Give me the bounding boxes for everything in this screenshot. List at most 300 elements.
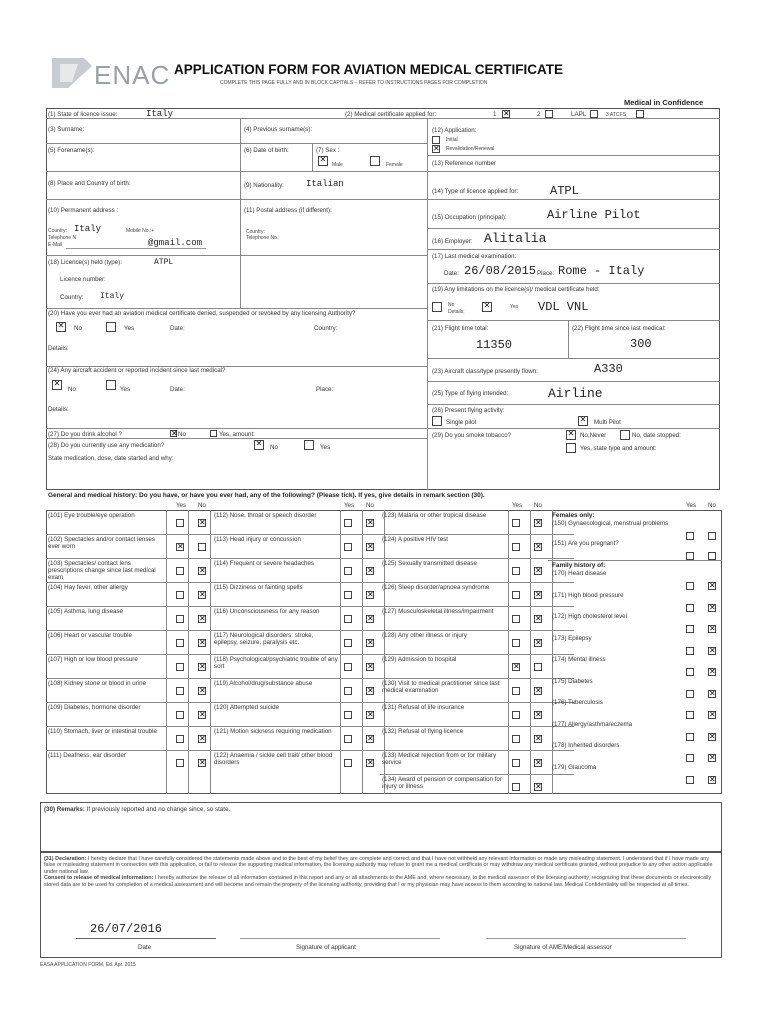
- history-heading: General and medical history: Do you have, or have you ever had, any of the following? (Please tick). If yes, give details in remark section (30).: [48, 492, 485, 499]
- f12-revalidation-label: Revalidation/Renewal: [446, 146, 495, 152]
- f7-male-checkbox[interactable]: [318, 156, 328, 166]
- f19-no-checkbox[interactable]: [432, 302, 442, 312]
- licence-number-label: Licence number:: [60, 276, 106, 283]
- c1-item-label: (101) Eye trouble/eye operation: [48, 512, 135, 519]
- c2-item-yes-checkbox[interactable]: [344, 615, 352, 623]
- c1-item-no-checkbox[interactable]: [198, 639, 206, 647]
- form-subtitle: COMPLETE THIS PAGE FULLY AND IN BLOCK CAPITALS – REFER TO INSTRUCTIONS PAGES FOR COMPLETION: [220, 80, 488, 86]
- c1-item-no-checkbox[interactable]: [198, 519, 206, 527]
- family-item-label: (170) Heart disease: [552, 570, 607, 577]
- c3-item-no-checkbox[interactable]: [534, 735, 542, 743]
- family-item-yes-checkbox[interactable]: [686, 690, 694, 698]
- c3-item-label: (123) Malaria or other tropical disease: [382, 512, 487, 519]
- c3-item-yes-checkbox[interactable]: [512, 663, 520, 671]
- c3-item-no-checkbox[interactable]: [534, 567, 542, 575]
- f28-label: (28) Do you currently use any medication?: [48, 442, 165, 449]
- row-divider: [380, 654, 574, 655]
- f26-label: (26) Present flying activity:: [432, 407, 505, 414]
- c3-item-yes-checkbox[interactable]: [512, 783, 520, 791]
- declaration-text: [44, 856, 716, 888]
- family-item-yes-checkbox[interactable]: [686, 733, 694, 741]
- row-divider: [548, 560, 722, 561]
- footer-text: EASA APPLICATION FORM, Ed. Apr. 2015: [40, 962, 136, 968]
- email-value[interactable]: @gmail.com: [148, 238, 203, 248]
- row-divider: [380, 630, 574, 631]
- row-divider: [380, 582, 574, 583]
- f23-value[interactable]: A330: [594, 362, 623, 376]
- f24-label: (24) Any aircraft accident or reported incident since last medical?: [48, 367, 226, 374]
- c2-item-label: (117) Neurological disorders: stroke, epilepsy, seizure, paralysis etc.: [214, 632, 314, 646]
- c2-item-yes-checkbox[interactable]: [344, 759, 352, 767]
- f27-yes-checkbox[interactable]: [210, 430, 217, 437]
- f3-label: (3) Surname:: [48, 126, 85, 133]
- c1-item-label: (110) Stomach, liver or intestinal trouble: [48, 728, 157, 735]
- c1-item-no-checkbox[interactable]: [198, 615, 206, 623]
- family-item-no-checkbox[interactable]: [708, 668, 716, 676]
- c1-item-label: (105) Asthma, lung disease: [48, 608, 123, 615]
- c3-item-no-checkbox[interactable]: [534, 591, 542, 599]
- family-item-no-checkbox[interactable]: [708, 690, 716, 698]
- c1-item-label: (107) High or low blood pressure: [48, 656, 138, 663]
- c1-item-yes-checkbox[interactable]: [176, 519, 184, 527]
- f28-yes-checkbox[interactable]: [304, 440, 314, 450]
- f6-label: (6) Date of birth:: [244, 147, 289, 154]
- f19-value[interactable]: VDL VNL: [538, 300, 589, 314]
- c1-item-no-checkbox[interactable]: [198, 543, 206, 551]
- c3-item-yes-checkbox[interactable]: [512, 543, 520, 551]
- f29-nodate-checkbox[interactable]: [620, 430, 630, 440]
- c1-item-no-checkbox[interactable]: [198, 591, 206, 599]
- f27-no-label: No: [178, 431, 186, 438]
- f20-country-label: Country:: [314, 325, 338, 332]
- family-item-label: (178) Inherited disorders: [552, 742, 620, 749]
- f18-value[interactable]: ATPL: [154, 258, 174, 267]
- row-divider: [212, 630, 406, 631]
- f29-no-label: No,Never: [580, 432, 607, 439]
- f2-lapl-checkbox[interactable]: [590, 110, 598, 118]
- column-divider: [552, 510, 553, 794]
- c2-item-no-checkbox[interactable]: [366, 759, 374, 767]
- c1-item-label: (111) Deafness, ear disorder: [48, 752, 126, 759]
- f24-yes-label: Yes: [120, 386, 131, 393]
- history-yes-header: Yes: [512, 502, 523, 509]
- c2-item-label: (120) Attempted suicide: [214, 704, 280, 711]
- c1-item-no-checkbox[interactable]: [198, 663, 206, 671]
- f12-initial-label: Initial: [446, 137, 458, 143]
- c1-item-yes-checkbox[interactable]: [176, 591, 184, 599]
- c2-item-label: (118) Psychological/psychiatric trouble of any sort: [214, 656, 338, 670]
- f7-female-checkbox[interactable]: [370, 156, 380, 166]
- c1-item-yes-checkbox[interactable]: [176, 711, 184, 719]
- ame-signature-label: Signature of AME/Medical assessor: [514, 944, 612, 951]
- f18-label: (18) Licence(s) held (type):: [48, 259, 122, 266]
- f2-class2-checkbox[interactable]: [545, 110, 553, 118]
- c1-item-yes-checkbox[interactable]: [176, 615, 184, 623]
- f29-label: (29) Do you smoke tobacco?: [432, 432, 512, 439]
- c3-item-no-checkbox[interactable]: [534, 783, 542, 791]
- c1-item-label: (108) Kidney stone or blood in urine: [48, 680, 147, 687]
- f16-label: (16) Employer:: [432, 238, 473, 245]
- c1-item-yes-checkbox[interactable]: [176, 639, 184, 647]
- c3-item-yes-checkbox[interactable]: [512, 615, 520, 623]
- females-heading: Females only:: [552, 512, 595, 519]
- f24-yes-checkbox[interactable]: [106, 380, 116, 390]
- consent-title: Consent to release of medical information:: [44, 875, 154, 882]
- c3-item-no-checkbox[interactable]: [534, 711, 542, 719]
- c3-item-label: (125) Sexually transmitted disease: [382, 560, 477, 567]
- f20-yes-checkbox[interactable]: [106, 322, 116, 332]
- f15-value[interactable]: Airline Pilot: [547, 208, 641, 222]
- c2-item-yes-checkbox[interactable]: [344, 663, 352, 671]
- c3-item-yes-checkbox[interactable]: [512, 591, 520, 599]
- row-divider: [380, 534, 574, 535]
- history-yes-header: Yes: [686, 502, 697, 509]
- f15-label: (15) Occupation (principal):: [432, 214, 507, 221]
- family-item-yes-checkbox[interactable]: [686, 647, 694, 655]
- family-item-yes-checkbox[interactable]: [686, 625, 694, 633]
- c2-item-yes-checkbox[interactable]: [344, 735, 352, 743]
- c1-item-no-checkbox[interactable]: [198, 711, 206, 719]
- f24-date-label: Date:: [170, 386, 185, 393]
- c2-item-yes-checkbox[interactable]: [344, 543, 352, 551]
- f26-single-checkbox[interactable]: [432, 416, 442, 426]
- f21-value[interactable]: 11350: [476, 338, 513, 352]
- f29-no-checkbox[interactable]: [566, 430, 576, 440]
- c3-item-no-checkbox[interactable]: [534, 759, 542, 767]
- f18-country-value[interactable]: Italy: [100, 292, 125, 301]
- declaration-title: (31) Declaration:: [44, 856, 87, 862]
- female-item-no-checkbox[interactable]: [708, 532, 716, 540]
- female-item-yes-checkbox[interactable]: [686, 532, 694, 540]
- declaration-date-label: Date: [138, 944, 152, 951]
- f11-tel-label: Telephone No.:: [246, 235, 280, 241]
- f26-multi-checkbox[interactable]: [578, 416, 588, 426]
- c3-item-label: (131) Refusal of life insurance: [382, 704, 465, 711]
- family-item-label: (173) Epilepsy: [552, 634, 592, 642]
- c2-item-yes-checkbox[interactable]: [344, 591, 352, 599]
- f2-class1-checkbox[interactable]: [502, 110, 510, 118]
- f12-revalidation-checkbox[interactable]: [432, 145, 440, 153]
- f19-label: (19) Any limitations on the licence(s)/ medical certificate held:: [432, 286, 600, 293]
- row-divider: [212, 726, 406, 727]
- history-yes-header: Yes: [344, 502, 355, 509]
- c3-item-yes-checkbox[interactable]: [512, 735, 520, 743]
- row-divider: [46, 558, 232, 559]
- history-yes-header: Yes: [176, 502, 187, 509]
- row-divider: [46, 534, 232, 535]
- f17-label: (17) Last medical examination:: [432, 253, 517, 260]
- f2-opt2-label: 2: [537, 111, 541, 118]
- column-divider: [188, 510, 189, 794]
- family-heading: Family history of:: [552, 562, 606, 569]
- c2-item-yes-checkbox[interactable]: [344, 687, 352, 695]
- row-divider: [212, 558, 406, 559]
- family-item-no-checkbox[interactable]: [708, 647, 716, 655]
- family-item-label: (171) High blood pressure: [552, 591, 624, 599]
- f8-label: (8) Place and Country of birth:: [48, 180, 131, 187]
- f24-no-checkbox[interactable]: [52, 380, 62, 390]
- f7-male-label: Male: [332, 162, 343, 168]
- email-label: E-Mail: [48, 242, 63, 248]
- column-divider: [362, 510, 363, 794]
- f12-initial-checkbox[interactable]: [432, 136, 440, 144]
- c3-item-no-checkbox[interactable]: [534, 543, 542, 551]
- c2-item-no-checkbox[interactable]: [366, 687, 374, 695]
- f20-no-checkbox[interactable]: [56, 322, 66, 332]
- c2-item-label: (119) Alcohol/drug/substance abuse: [214, 680, 313, 687]
- column-divider: [530, 510, 531, 794]
- column-divider: [166, 510, 167, 794]
- consent-body: I hereby authorize the release of all information contained in this report and any or all attachments to the AME and, where necessary, to the medical assessor of the licensing authority, recognizing that these documents or electronically stored data are to be used for completion of a medical assessment and will become and remain the property of the licensing authority, providing that I or my physician may have access to them according to national law. Medical Confidentiality will be respected at all times.: [44, 875, 712, 888]
- f27-yes-label: Yes, amount:: [219, 431, 255, 438]
- family-item-no-checkbox[interactable]: [708, 604, 716, 612]
- row-divider: [46, 678, 232, 679]
- c1-item-label: (102) Spectacles and/or contact lenses ever worn: [48, 536, 155, 550]
- family-item-yes-checkbox[interactable]: [686, 776, 694, 784]
- f20-yes-label: Yes: [124, 325, 135, 332]
- column-divider: [210, 510, 211, 794]
- column-divider: [340, 510, 341, 794]
- c2-item-label: (116) Unconsciousness for any reason: [214, 608, 320, 615]
- c2-item-no-checkbox[interactable]: [366, 543, 374, 551]
- c2-item-no-checkbox[interactable]: [366, 735, 374, 743]
- f20-date-label: Date:: [170, 325, 185, 332]
- c2-item-yes-checkbox[interactable]: [344, 639, 352, 647]
- f28-yes-label: Yes: [320, 444, 331, 451]
- row-divider: [46, 582, 232, 583]
- row-divider: [46, 702, 232, 703]
- c1-item-no-checkbox[interactable]: [198, 567, 206, 575]
- c1-item-yes-checkbox[interactable]: [176, 759, 184, 767]
- row-divider: [46, 654, 232, 655]
- f14-value[interactable]: ATPL: [550, 184, 579, 198]
- form-title: APPLICATION FORM FOR AVIATION MEDICAL CERTIFICATE: [174, 62, 563, 77]
- f17-date-value[interactable]: 26/08/2015: [464, 264, 537, 278]
- c1-item-label: (109) Diabetes, hormone disorder: [48, 704, 141, 711]
- family-item-no-checkbox[interactable]: [708, 711, 716, 719]
- c2-item-label: (112) Nose, throat or speech disorder: [214, 512, 317, 519]
- c3-item-label: (132) Refusal of flying licence: [382, 728, 464, 735]
- f22-label: (22) Flight time since last medical:: [572, 325, 666, 332]
- c1-item-label: (104) Hay fever, other allergy: [48, 584, 128, 591]
- row-divider: [380, 726, 574, 727]
- c3-item-yes-checkbox[interactable]: [512, 687, 520, 695]
- c3-item-no-checkbox[interactable]: [534, 615, 542, 623]
- c2-item-no-checkbox[interactable]: [366, 711, 374, 719]
- c2-item-no-checkbox[interactable]: [366, 663, 374, 671]
- c2-item-no-checkbox[interactable]: [366, 519, 374, 527]
- c2-item-no-checkbox[interactable]: [366, 639, 374, 647]
- family-item-no-checkbox[interactable]: [708, 776, 716, 784]
- f17-place-value[interactable]: Rome - Italy: [558, 264, 645, 278]
- c2-item-no-checkbox[interactable]: [366, 591, 374, 599]
- f12-label: (12) Application:: [432, 127, 477, 134]
- c3-item-no-checkbox[interactable]: [534, 519, 542, 527]
- family-item-label: (174) Mental illness: [552, 656, 606, 663]
- row-divider: [380, 678, 574, 679]
- f19-details-label: Details:: [448, 309, 465, 315]
- family-item-yes-checkbox[interactable]: [686, 668, 694, 676]
- remarks-label: [44, 806, 230, 813]
- history-no-header: No: [708, 502, 716, 509]
- family-item-label: (172) High cholesterol level: [552, 613, 627, 620]
- family-item-label: (175) Diabetes: [552, 677, 593, 685]
- f25-value[interactable]: Airline: [548, 386, 603, 401]
- f1-value[interactable]: Italy: [146, 109, 174, 119]
- f7-label: (7) Sex :: [316, 147, 340, 154]
- enac-logo: [48, 52, 171, 96]
- c1-item-no-checkbox[interactable]: [198, 687, 206, 695]
- f28-state-label: State medication, dose, date started and why:: [48, 455, 174, 462]
- c3-item-yes-checkbox[interactable]: [512, 567, 520, 575]
- f10-label: (10) Permanent address :: [48, 207, 119, 214]
- f20-details-label: Details:: [48, 345, 69, 352]
- f9-label: (9) Nationality:: [244, 182, 284, 189]
- f20-no-label: No: [74, 325, 82, 332]
- family-item-yes-checkbox[interactable]: [686, 582, 694, 590]
- f19-no-label: No: [448, 302, 455, 308]
- history-no-header: No: [534, 502, 542, 509]
- row-divider: [212, 654, 406, 655]
- row-divider: [212, 750, 406, 751]
- row-divider: [46, 750, 232, 751]
- f29-yes-checkbox[interactable]: [566, 443, 576, 453]
- f5-label: (5) Forename(s):: [48, 147, 95, 154]
- family-item-label: (176) Tuberculosis: [552, 699, 603, 706]
- f13-label: (13) Reference number: [432, 160, 496, 167]
- f27-no-checkbox[interactable]: [170, 430, 177, 437]
- f22-value[interactable]: 300: [630, 337, 652, 351]
- f2-opt1-label: 1: [493, 111, 497, 118]
- c1-item-yes-checkbox[interactable]: [176, 543, 184, 551]
- c2-item-label: (115) Dizziness or fainting spells: [214, 584, 303, 591]
- applicant-signature-label: Signature of applicant: [296, 944, 356, 951]
- c2-item-yes-checkbox[interactable]: [344, 711, 352, 719]
- c2-item-label: (113) Head injury or concussion: [214, 536, 301, 543]
- c2-item-no-checkbox[interactable]: [366, 567, 374, 575]
- telephone-label: Telephone N: [48, 235, 77, 241]
- f11-country-label: Country:: [246, 229, 265, 235]
- c1-item-yes-checkbox[interactable]: [176, 567, 184, 575]
- f2-opt3-label: LAPL: [571, 111, 587, 118]
- family-item-label: (177) Allergy/asthma/eczema: [552, 720, 633, 728]
- c3-item-label: (133) Medical rejection from or for military service: [382, 752, 497, 766]
- f2-opt4-label: 3 ATCFS: [606, 112, 626, 118]
- f11-label: (11) Postal address (if different):: [244, 207, 332, 214]
- column-divider: [508, 510, 509, 794]
- history-no-header: No: [198, 502, 206, 509]
- family-item-yes-checkbox[interactable]: [686, 604, 694, 612]
- f4-label: (4) Previous surname(s):: [244, 126, 313, 133]
- family-item-yes-checkbox[interactable]: [686, 711, 694, 719]
- f10-country-label: Country:: [48, 228, 67, 234]
- c3-item-yes-checkbox[interactable]: [512, 759, 520, 767]
- f2-atcfs-checkbox[interactable]: [636, 110, 644, 118]
- f10-country-value[interactable]: Italy: [74, 224, 102, 234]
- f21-label: (21) Flight time total:: [432, 325, 489, 332]
- c1-item-yes-checkbox[interactable]: [176, 663, 184, 671]
- f20-label: (20) Have you ever had an aviation medical certificate denied, suspended or revoked by any licensing Authority?: [48, 310, 356, 317]
- c3-item-label: (127) Musculoskeletal illness/impairment: [382, 608, 494, 615]
- f7-female-label: Female: [386, 162, 403, 168]
- f29-nodate-label: No, date stopped:: [632, 432, 681, 439]
- row-divider: [380, 702, 574, 703]
- c1-item-yes-checkbox[interactable]: [176, 735, 184, 743]
- c3-item-label: (130) Visit to medical practitioner since last medical examination: [382, 680, 500, 694]
- f26-multi-label: Multi Pilot: [594, 419, 621, 426]
- c2-item-yes-checkbox[interactable]: [344, 519, 352, 527]
- c2-item-label: (114) Frequent or severe headaches: [214, 560, 314, 567]
- family-item-no-checkbox[interactable]: [708, 754, 716, 762]
- f24-details-label: Details:: [48, 406, 69, 413]
- f19-yes-checkbox[interactable]: [482, 302, 492, 312]
- logo-text: ENAC: [94, 60, 171, 90]
- f17-date-label: Date:: [444, 270, 459, 277]
- c1-item-no-checkbox[interactable]: [198, 759, 206, 767]
- row-divider: [46, 726, 232, 727]
- female-item-label: (150) Gynaecological, menstrual problems: [552, 520, 669, 527]
- f24-no-label: No: [68, 386, 76, 393]
- row-divider: [46, 630, 232, 631]
- row-divider: [212, 702, 406, 703]
- f16-value[interactable]: Alitalia: [484, 231, 547, 246]
- c2-item-label: (122) Anaemia / sickle cell trait/ other blood disorders: [214, 752, 333, 766]
- c3-item-yes-checkbox[interactable]: [512, 639, 520, 647]
- c3-item-label: (128) Any other illness or injury: [382, 632, 467, 639]
- c1-item-no-checkbox[interactable]: [198, 735, 206, 743]
- c3-item-no-checkbox[interactable]: [534, 663, 542, 671]
- c3-item-yes-checkbox[interactable]: [512, 711, 520, 719]
- f23-label: (23) Aircraft class/type presently flown:: [432, 368, 538, 375]
- c2-item-no-checkbox[interactable]: [366, 615, 374, 623]
- family-item-no-checkbox[interactable]: [708, 582, 716, 590]
- remarks-text: If previously reported and no change since, so state.: [86, 806, 231, 813]
- f28-no-checkbox[interactable]: [254, 440, 264, 450]
- history-no-header: No: [366, 502, 374, 509]
- c1-item-yes-checkbox[interactable]: [176, 687, 184, 695]
- female-item-yes-checkbox[interactable]: [686, 552, 694, 560]
- row-divider: [380, 558, 574, 559]
- declaration-date-value[interactable]: 26/07/2016: [90, 922, 163, 936]
- family-item-label: (179) Glaucoma: [552, 763, 597, 771]
- family-item-no-checkbox[interactable]: [708, 733, 716, 741]
- c3-item-yes-checkbox[interactable]: [512, 519, 520, 527]
- c3-item-no-checkbox[interactable]: [534, 639, 542, 647]
- family-item-no-checkbox[interactable]: [708, 625, 716, 633]
- f24-place-label: Place:: [316, 386, 334, 393]
- row-divider: [212, 582, 406, 583]
- f1-label: (1) State of licence issue:: [48, 111, 118, 118]
- f9-value[interactable]: Italian: [306, 179, 344, 189]
- c3-item-label: (134) Award of pension or compensation for injury or illness: [382, 776, 502, 790]
- c3-item-label: (126) Sleep disorder/apnoea syndrome: [382, 584, 490, 591]
- row-divider: [46, 606, 232, 607]
- female-item-label: (151) Are you pregnant?: [552, 540, 619, 547]
- c1-item-label: (103) Spectacles/ contact lens prescriptions change since last medical exam: [48, 560, 156, 581]
- f29-yes-label: Yes, state type and amount:: [580, 445, 657, 452]
- row-divider: [212, 606, 406, 607]
- mobile-label: Mobile No.:+: [126, 228, 155, 234]
- c3-item-no-checkbox[interactable]: [534, 687, 542, 695]
- f2-label: (2) Medical certificate applied for:: [345, 111, 437, 118]
- row-divider: [380, 750, 574, 751]
- f19-yes-label: Yes: [510, 304, 519, 310]
- female-item-no-checkbox[interactable]: [708, 552, 716, 560]
- c2-item-yes-checkbox[interactable]: [344, 567, 352, 575]
- family-item-yes-checkbox[interactable]: [686, 754, 694, 762]
- remarks-label-bold: (30) Remarks:: [44, 806, 85, 813]
- f27-label: (27) Do you drink alcohol ?: [48, 431, 122, 438]
